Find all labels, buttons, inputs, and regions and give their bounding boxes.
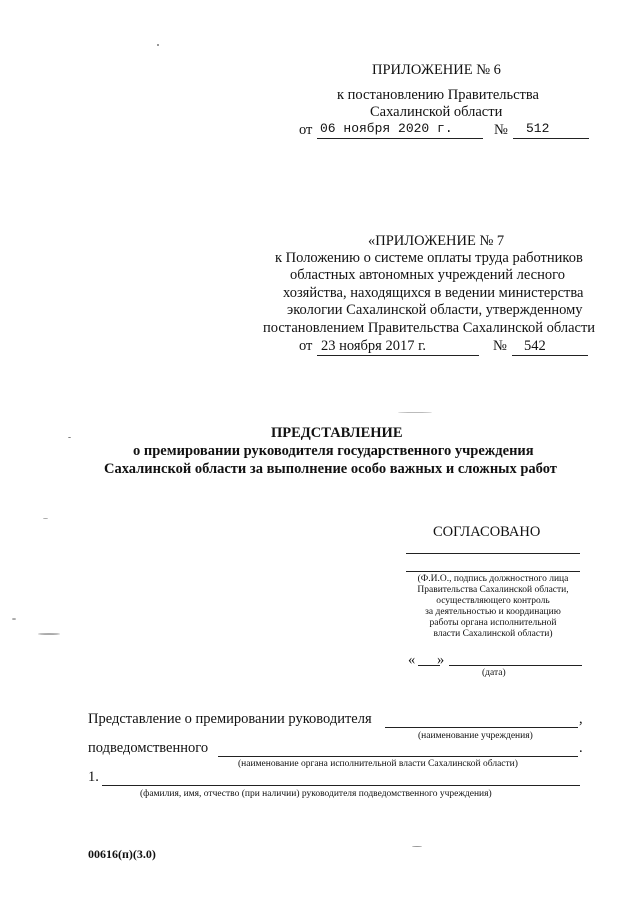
- approval-date-caption: (дата): [482, 668, 506, 678]
- appendix7-line: хозяйства, находящихся в ведении министерства: [283, 285, 584, 301]
- approval-name-line: [406, 571, 580, 572]
- appendix6-from-label: от: [299, 122, 313, 138]
- approval-caption: [390, 574, 596, 640]
- form-line1-label: Представление о премировании руководителя: [88, 711, 372, 727]
- scan-speck: [157, 44, 159, 46]
- approval-caption-line: Правительства Сахалинской области,: [417, 585, 569, 595]
- appendix6-date: 06 ноября 2020 г.: [320, 121, 453, 136]
- approval-date-line: [449, 665, 582, 666]
- approval-caption-line: власти Сахалинской области): [433, 629, 553, 639]
- approval-signature-line: [406, 553, 580, 554]
- document-subtitle-line1: о премировании руководителя государственного учреждения: [133, 443, 534, 459]
- form-line2-label: подведомственного: [88, 740, 209, 756]
- appendix7-line: областных автономных учреждений лесного: [290, 267, 565, 283]
- appendix7-date-line: [317, 355, 479, 356]
- appendix7-title: «ПРИЛОЖЕНИЕ № 7: [368, 233, 505, 249]
- appendix6-title: ПРИЛОЖЕНИЕ № 6: [372, 62, 501, 78]
- appendix7-num-label: №: [493, 338, 507, 354]
- document-subtitle-line2: Сахалинской области за выполнение особо важных и сложных работ: [104, 461, 557, 477]
- approval-caption-line: (Ф.И.О., подпись должностного лица: [417, 574, 569, 584]
- scan-speck: [398, 412, 432, 413]
- approval-caption-line: за деятельностью и координацию: [425, 607, 561, 617]
- form-line1-caption: (наименование учреждения): [418, 731, 533, 741]
- approval-quote-open: «: [408, 652, 416, 668]
- approval-title: СОГЛАСОВАНО: [433, 524, 541, 540]
- approval-quote-close: »: [437, 652, 445, 668]
- approval-caption-line: осуществляющего контроль: [436, 596, 550, 606]
- appendix6-number: 512: [526, 121, 550, 136]
- scan-speck: [412, 846, 422, 847]
- scan-speck: [43, 518, 48, 519]
- appendix6-number-line: [513, 138, 589, 139]
- form-line1-field: [385, 727, 578, 728]
- form-item-label: 1.: [88, 769, 99, 785]
- document-title: ПРЕДСТАВЛЕНИЕ: [271, 425, 403, 441]
- appendix7-from-label: от: [299, 338, 313, 354]
- scan-speck: [38, 633, 60, 635]
- form-line2-caption: (наименование органа исполнительной власти Сахалинской области): [238, 759, 518, 769]
- appendix7-number: 542: [524, 338, 546, 354]
- scan-speck: [68, 437, 71, 438]
- scan-speck: [12, 618, 16, 620]
- appendix6-line2: Сахалинской области: [370, 104, 503, 120]
- appendix7-line: экологии Сахалинской области, утвержденному: [287, 302, 583, 318]
- appendix6-line1: к постановлению Правительства: [337, 87, 539, 103]
- appendix7-number-line: [512, 355, 588, 356]
- appendix7-date: 23 ноября 2017 г.: [321, 338, 427, 354]
- appendix6-date-line: [317, 138, 483, 139]
- form-line1-comma: ,: [579, 711, 583, 727]
- appendix6-num-label: №: [494, 122, 508, 138]
- form-line2-field: [218, 756, 578, 757]
- form-item-caption: (фамилия, имя, отчество (при наличии) руководителя подведомственного учреждения): [140, 789, 492, 799]
- form-code: 00616(п)(3.0): [88, 847, 156, 861]
- form-line2-period: .: [579, 740, 583, 756]
- form-item-field: [102, 785, 580, 786]
- approval-caption-line: работы органа исполнительной: [429, 618, 557, 628]
- appendix7-line: к Положению о системе оплаты труда работников: [275, 250, 583, 266]
- appendix7-line: постановлением Правительства Сахалинской области: [263, 320, 596, 336]
